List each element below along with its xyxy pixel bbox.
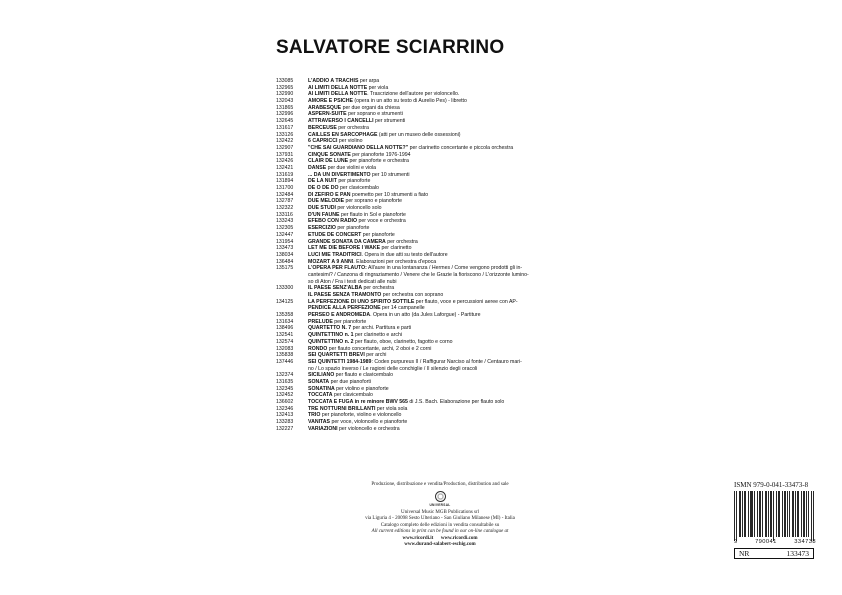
- work-description: per due pianoforti: [329, 378, 371, 385]
- catalog-entry: [276, 386, 561, 393]
- barcode-bar: [778, 491, 779, 537]
- catalog-code: 132907: [276, 144, 294, 151]
- work-title: DE O DE DO: [308, 185, 339, 191]
- catalog-entry: [276, 292, 561, 299]
- catalog-entry-continuation: cantesimi? / Canzona di ringraziamento / Venere che le Grazie la fioriscono / L'orizzonte lumino-: [308, 271, 529, 278]
- work-title: QUINTETTINO n. 2: [308, 338, 354, 345]
- work-title: ASPERN-SUITE: [308, 111, 347, 118]
- catalog-code: 131619: [276, 171, 294, 178]
- barcode-bar: [811, 491, 812, 541]
- work-title: ETUDE DE CONCERT: [308, 231, 362, 238]
- works-catalog: [276, 78, 561, 432]
- work-description: per 10 strumenti: [370, 171, 410, 178]
- work-description: per violino e pianoforte: [334, 385, 389, 392]
- barcode-bar: [760, 491, 761, 537]
- work-description: per archi. Partitura e parti: [351, 325, 412, 332]
- barcode-bar: [759, 491, 760, 537]
- universal-logo: [420, 491, 460, 509]
- barcode-bar: [792, 491, 793, 537]
- catalog-code: 134125: [276, 298, 294, 305]
- work-title: CINQUE SONATE: [308, 151, 351, 158]
- work-title: RONDO: [308, 345, 328, 352]
- catalog-code: 131700: [276, 185, 294, 191]
- work-description: per pianoforte: [335, 225, 370, 232]
- barcode: [734, 491, 814, 541]
- publisher-footer: [320, 482, 560, 549]
- work-title: IL PAESE SENZ'ALBA: [308, 285, 363, 292]
- work-title: SONATA: [308, 378, 330, 385]
- work-description: per due violini e viola: [326, 164, 377, 171]
- catalog-entry: [276, 165, 561, 172]
- work-title: ... DA UN DIVERTIMENTO: [308, 171, 371, 178]
- barcode-bar: [803, 491, 804, 537]
- barcode-bar: [742, 491, 743, 537]
- catalog-entry: [276, 285, 561, 292]
- work-description: di J.S. Bach. Elaborazione per flauto solo: [407, 399, 505, 405]
- work-title: 6 CAPRICCI: [308, 138, 338, 145]
- work-title: TOCCATA E FUGA in re minore BWV 565: [308, 399, 408, 405]
- catalog-code: 132452: [276, 392, 294, 399]
- catalog-code: 132043: [276, 98, 294, 105]
- barcode-bar: [806, 491, 807, 537]
- work-description: per pianoforte: [332, 318, 367, 325]
- barcode-bar: [740, 491, 741, 537]
- barcode-bar: [793, 491, 794, 537]
- publisher-address: via Liguria 4 - 20098 Sesto Ulteriano - San Giuliano Milanese (MI) - Italia: [365, 516, 515, 521]
- work-title: CLAIR DE LUNE: [308, 158, 349, 165]
- catalog-code: 132322: [276, 205, 294, 212]
- work-title: SICILIANO: [308, 372, 335, 379]
- catalog-code: 133116: [276, 211, 293, 218]
- barcode-bar: [770, 491, 771, 537]
- ismn-number: ISMN 979-0-041-33473-8: [734, 481, 809, 489]
- work-description: : Codex purpureus II / Raffigurar Narciso al fonte / Centauro mari-: [371, 358, 522, 365]
- work-title: GRANDE SONATA DA CAMERA: [308, 238, 386, 245]
- work-title: PENDICE ALLA PERFEZIONE: [308, 305, 381, 312]
- catalog-entry: [276, 399, 561, 406]
- work-title: LUCI MIE TRADITRICI: [308, 251, 362, 258]
- barcode-digit-group-1: 790041: [755, 539, 777, 545]
- work-title: SEI QUARTETTI BREVI: [308, 352, 365, 359]
- work-title: LA PERFEZIONE DI UNO SPIRITO SOTTILE: [308, 298, 415, 305]
- catalog-entry: [276, 192, 561, 199]
- barcode-bar: [784, 491, 785, 537]
- barcode-bar: [751, 491, 752, 537]
- work-description: per violoncello e orchestra: [337, 425, 400, 432]
- work-title: IL PAESE SENZA TRAMONTO: [308, 292, 382, 298]
- work-description: per orchestra: [336, 124, 369, 131]
- catalog-entry: [276, 98, 561, 105]
- catalog-code: 132541: [276, 332, 294, 339]
- work-description: per clavicembalo: [338, 185, 379, 191]
- barcode-bar: [739, 491, 740, 537]
- barcode-bar: [773, 491, 774, 541]
- barcode-bar: [757, 491, 758, 537]
- catalog-entry: [276, 132, 561, 139]
- barcode-bar: [762, 491, 763, 537]
- catalog-code: 132346: [276, 405, 294, 412]
- work-title: QUINTETTINO n. 1: [308, 332, 354, 339]
- work-title: EFEBO CON RADIO: [308, 218, 357, 225]
- work-title: BERCEUSE: [308, 124, 337, 131]
- catalog-code: 132990: [276, 91, 294, 98]
- composer-name: SALVATORE SCIARRINO: [276, 37, 505, 58]
- work-title: AI LIMITI DELLA NOTTE: [308, 84, 368, 91]
- work-title: SONATINA: [308, 385, 335, 392]
- catalog-entry: [276, 379, 561, 386]
- catalog-entry: [276, 339, 561, 346]
- catalog-entry: [276, 299, 561, 306]
- work-title: TRIO: [308, 412, 321, 419]
- barcode-bar: [744, 491, 745, 537]
- catalog-entry: [276, 105, 561, 112]
- catalog-entry-continuation: [276, 305, 561, 312]
- catalog-entry: [276, 225, 561, 232]
- globe-icon: [435, 491, 446, 502]
- catalog-code: 138496: [276, 325, 294, 332]
- nr-value: 133473: [786, 549, 809, 558]
- catalog-entry: [276, 412, 561, 419]
- catalog-entry: [276, 125, 561, 132]
- catalog-code: [276, 292, 308, 299]
- catalog-note-en: All current editions in print can be found in our on-line catalogue at: [371, 529, 509, 534]
- catalog-entry: [276, 312, 561, 319]
- catalog-entry: [276, 91, 561, 98]
- catalog-entry: [276, 232, 561, 239]
- barcode-bar: [765, 491, 766, 537]
- work-description: . Elaborazioni per orchestra d'epoca: [353, 258, 437, 265]
- work-description: poemetto per 10 strumenti a fiato: [350, 191, 429, 198]
- catalog-code: 131954: [276, 238, 294, 245]
- barcode-bar: [734, 491, 735, 541]
- work-description: per clarinetto e archi: [353, 332, 402, 339]
- catalog-code: 131865: [276, 104, 294, 111]
- work-title: CAILLES EN SARCOPHAGE: [308, 131, 378, 138]
- catalog-entry: [276, 118, 561, 125]
- barcode-bar: [750, 491, 751, 537]
- barcode-bar: [795, 491, 796, 537]
- work-description: per violoncello solo: [335, 205, 382, 212]
- catalog-entry: [276, 185, 561, 192]
- work-title: L'ADDIO A TRACHIS: [308, 78, 359, 84]
- catalog-entry: [276, 138, 561, 145]
- catalog-entry: [276, 419, 561, 426]
- catalog-code: 137446: [276, 358, 294, 365]
- work-description: per pianoforte e orchestra: [348, 158, 409, 165]
- catalog-code: 132574: [276, 338, 294, 345]
- catalog-code: 132083: [276, 345, 294, 352]
- work-description: per due organi da chiesa: [341, 104, 400, 111]
- work-description: per flauto, voce e percussioni aeree con AP-: [414, 298, 518, 305]
- work-description: per archi: [364, 352, 387, 359]
- work-description: per pianoforte 1976-1994: [350, 151, 411, 158]
- barcode-digit-prefix: 9: [734, 539, 738, 545]
- catalog-code: 133473: [276, 245, 294, 252]
- catalog-entry: [276, 145, 561, 152]
- work-description: per pianoforte: [336, 178, 371, 185]
- work-title: TRE NOTTURNI BRILLANTI: [308, 405, 376, 412]
- catalog-code: 132345: [276, 385, 294, 392]
- work-title: D'UN FAUNE: [308, 211, 340, 218]
- catalog-entry: [276, 239, 561, 246]
- barcode-bar: [785, 491, 786, 537]
- work-description: per clarinetto: [380, 245, 412, 252]
- barcode-bar: [766, 491, 767, 537]
- catalog-entry: [276, 178, 561, 185]
- work-title: DUE STUDI: [308, 205, 336, 212]
- barcode-bar: [754, 491, 755, 537]
- barcode-bar: [752, 491, 753, 537]
- work-description: per viola: [367, 84, 389, 91]
- barcode-digit-group-2: 334738: [794, 539, 816, 545]
- work-title: VANITAS: [308, 419, 330, 426]
- work-title: PERSEO E ANDROMEDA: [308, 312, 371, 319]
- barcode-bar: [779, 491, 780, 537]
- catalog-entry: [276, 152, 561, 159]
- publisher-name: Universal Music MGB Publications srl: [400, 509, 480, 515]
- catalog-code: 136484: [276, 258, 294, 265]
- work-description: per orchestra: [362, 285, 395, 292]
- work-description: per clarinetto concertante e piccola orchestra: [408, 144, 514, 151]
- work-description: per soprano e pianoforte: [344, 198, 402, 205]
- work-description: per pianoforte: [361, 231, 395, 238]
- catalog-code: 132426: [276, 158, 294, 165]
- work-description: per violino: [337, 138, 363, 145]
- work-description: per flauto in Sol e pianoforte: [339, 211, 406, 218]
- work-description: per viola sola: [375, 405, 408, 412]
- catalog-entry: [276, 245, 561, 252]
- work-description: per orchestra con soprano: [381, 292, 444, 298]
- logo-wordmark: UNIVERSAL: [429, 502, 451, 507]
- work-description: per arpa: [358, 78, 380, 84]
- work-description: per flauto e clavicembalo: [334, 372, 394, 379]
- catalog-code: 133085: [276, 78, 294, 84]
- catalog-entry: [276, 372, 561, 379]
- link-ricordi-com[interactable]: www.ricordi.com: [440, 535, 478, 541]
- catalog-entry: [276, 319, 561, 326]
- catalog-entry: [276, 359, 561, 366]
- catalog-entry: [276, 212, 561, 219]
- work-description: per orchestra: [385, 238, 418, 245]
- work-description: per pianoforte, violino e violoncello: [320, 412, 402, 419]
- work-description: per flauto concertante, archi, 2 oboi e 2 corni: [327, 345, 432, 352]
- work-description: per soprano e strumenti: [346, 111, 403, 118]
- distribution-line: Produzione, distribuzione e vendita/Production, distribution and sale: [371, 482, 509, 487]
- work-title: DI ZEFIRO E PAN: [308, 191, 351, 198]
- catalog-entry: [276, 205, 561, 212]
- catalog-code: 131617: [276, 124, 294, 131]
- barcode-bar: [748, 491, 749, 537]
- barcode-bar: [782, 491, 783, 537]
- catalog-entry: [276, 85, 561, 92]
- work-description: (atti per un museo delle ossessioni): [377, 131, 461, 138]
- catalog-code: 132421: [276, 164, 294, 171]
- work-description: per voce e orchestra: [357, 218, 406, 225]
- barcode-bar: [813, 491, 814, 541]
- catalog-entry: [276, 352, 561, 359]
- catalog-code: 131634: [276, 318, 294, 325]
- barcode-bar: [787, 491, 788, 537]
- work-description: (opera in un atto su testo di Aurelio Pes) - libretto: [352, 98, 467, 105]
- work-title: AI LIMITI DELLA NOTTE: [308, 91, 368, 98]
- catalog-entry: [276, 172, 561, 179]
- barcode-bar: [771, 491, 772, 537]
- barcode-bar: [798, 491, 799, 537]
- work-description: per clavicembalo: [332, 392, 373, 399]
- barcode-bar: [789, 491, 790, 537]
- catalog-code: 132305: [276, 225, 294, 232]
- barcode-bar: [804, 491, 805, 537]
- catalog-entry-continuation: no / Lo spazio inverso / Le ragioni delle conchiglie / Il silenzio degli oracoli: [308, 365, 478, 372]
- catalog-entry: [276, 392, 561, 399]
- work-description: . Trascrizione dell'autore per violoncello.: [367, 91, 460, 98]
- barcode-bar: [776, 491, 777, 537]
- work-title: L'OPERA PER FLAUTO:: [308, 265, 367, 272]
- catalog-code: 136602: [276, 399, 294, 405]
- work-title: VARIAZIONI: [308, 425, 338, 432]
- catalog-entry: [276, 265, 561, 272]
- work-description: per 14 campanelle: [380, 305, 425, 312]
- catalog-code: 132787: [276, 198, 294, 205]
- catalog-entry: [276, 111, 561, 118]
- barcode-bar: [801, 491, 802, 537]
- work-title: LET ME DIE BEFORE I WAKE: [308, 245, 381, 252]
- work-title: MOZART A 9 ANNI: [308, 258, 354, 265]
- work-title: ARABESQUE: [308, 104, 342, 111]
- catalog-code: 132413: [276, 412, 294, 419]
- catalog-entry: [276, 252, 561, 259]
- catalog-code: 133126: [276, 131, 294, 138]
- catalog-code: 132645: [276, 118, 294, 125]
- catalog-code: 133300: [276, 285, 294, 292]
- catalog-code: 138034: [276, 251, 294, 258]
- catalog-entry: [276, 346, 561, 353]
- work-title: DE LA NUIT: [308, 178, 337, 185]
- catalog-code: 132484: [276, 191, 294, 198]
- link-durand[interactable]: www.durand-salabert-eschig.com: [404, 542, 476, 547]
- barcode-bar: [736, 491, 737, 541]
- work-title: DUE MELODIE: [308, 198, 345, 205]
- catalog-code: 131894: [276, 178, 294, 185]
- catalog-code: 132965: [276, 84, 294, 91]
- work-title: QUARTETTO N. 7: [308, 325, 352, 332]
- work-title: SEI QUINTETTI 1984-1989: [308, 358, 372, 365]
- work-title: PRELUDE: [308, 318, 333, 325]
- nr-label: NR: [739, 549, 750, 558]
- work-title: AMORE E PSICHE: [308, 98, 353, 105]
- work-title: "CHE SAI GUARDIANO DELLA NOTTE?": [308, 144, 409, 151]
- work-description: . Opera in un atto (da Jules Laforgue) - Partiture: [370, 312, 481, 319]
- work-description: . Opera in due atti su testo dell'autore: [361, 251, 448, 258]
- catalog-code: 132227: [276, 425, 294, 432]
- catalog-entry: [276, 218, 561, 225]
- work-description: per voce, violoncello e pianoforte: [330, 419, 408, 426]
- catalog-entry: [276, 406, 561, 413]
- work-description: per strumenti: [373, 118, 406, 125]
- catalog-code: 132447: [276, 231, 294, 238]
- catalog-note-it: Catalogo completo delle edizioni in vendita consultabile su: [380, 522, 500, 528]
- catalog-entry: [276, 332, 561, 339]
- catalog-code: 135175: [276, 265, 294, 272]
- catalog-code: 133283: [276, 419, 294, 426]
- catalog-entry-continuation: so di Aton / Fra i testi dedicati alle nubi: [308, 278, 397, 285]
- catalog-code: 135838: [276, 352, 294, 359]
- barcode-bar: [808, 491, 809, 537]
- barcode-digits: [734, 539, 816, 545]
- catalog-code: 132374: [276, 372, 294, 379]
- catalog-entry: [276, 259, 561, 266]
- catalog-entry: [276, 158, 561, 165]
- catalog-code: 132996: [276, 111, 294, 118]
- work-title: DANSE: [308, 164, 327, 171]
- catalog-entry: [276, 78, 561, 85]
- catalog-number-box: [734, 548, 814, 559]
- catalog-code: 132422: [276, 138, 294, 145]
- link-ricordi-it[interactable]: www.ricordi.it: [402, 535, 434, 541]
- catalog-code: 135358: [276, 312, 294, 319]
- catalog-code: 137931: [276, 151, 294, 158]
- barcode-bar: [768, 491, 769, 537]
- work-title: ESERCIZIO: [308, 225, 336, 232]
- catalog-entry: [276, 426, 561, 433]
- barcode-bar: [745, 491, 746, 537]
- barcode-bar: [797, 491, 798, 537]
- catalog-entry: [276, 325, 561, 332]
- catalog-code: 133243: [276, 218, 294, 225]
- work-title: ATTRAVERSO I CANCELLI: [308, 118, 374, 125]
- work-description: per flauto, oboe, clarinetto, fagotto e corno: [353, 338, 453, 345]
- catalog-entry: [276, 198, 561, 205]
- work-description: All'aure in una lontananza / Hermes / Come vengono prodotti gli in-: [366, 265, 523, 272]
- catalog-code: 131635: [276, 378, 294, 385]
- work-title: TOCCATA: [308, 392, 333, 399]
